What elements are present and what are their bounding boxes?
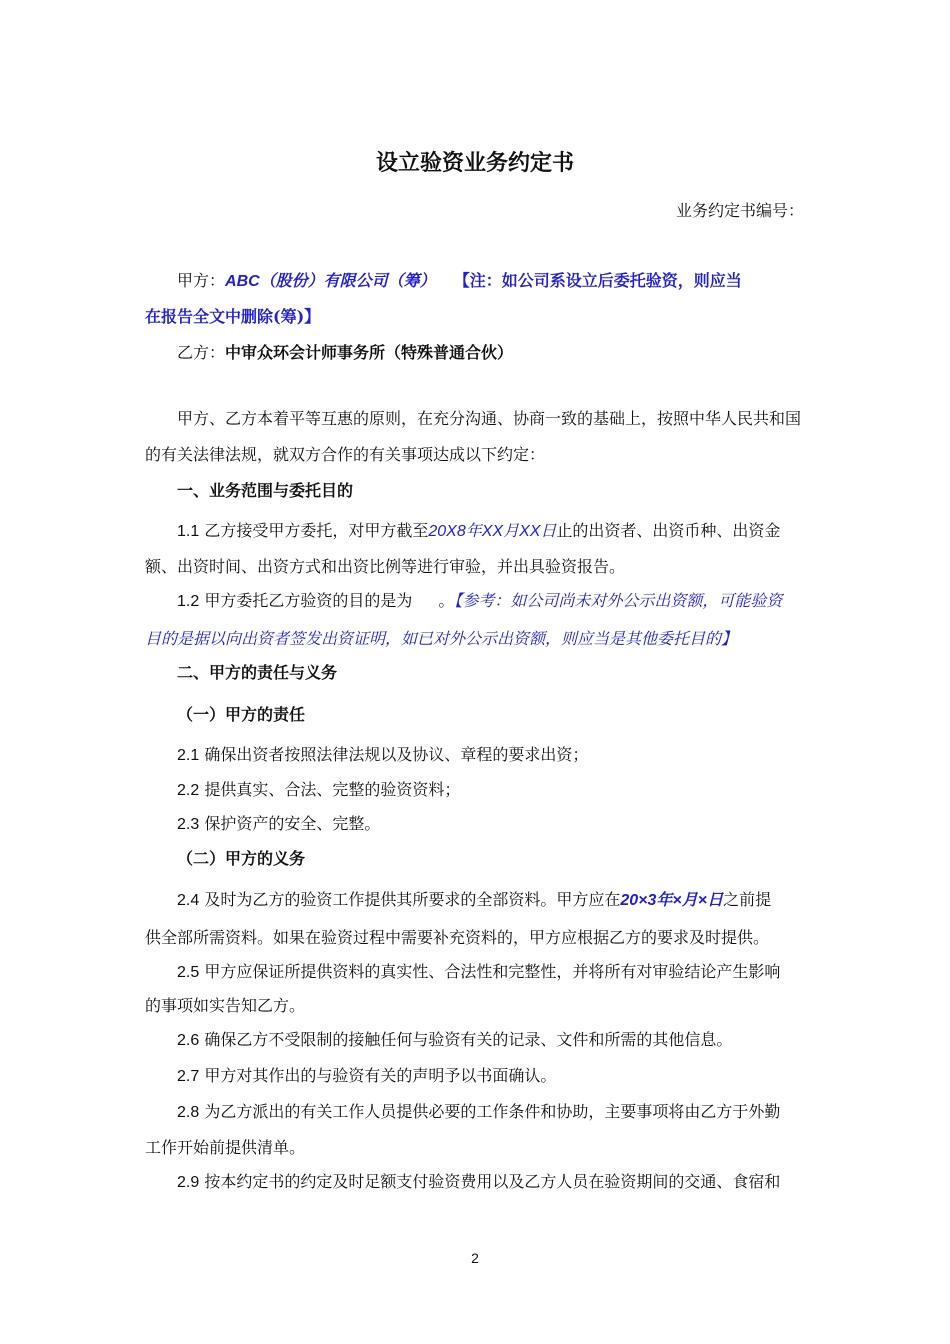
clause-2-8-line-2: 工作开始前提供清单。 [145,1138,306,1157]
deadline-date: 20×3年×月×日 [620,892,724,909]
clause-1-1 [177,521,780,542]
party-b-label: 乙方： [177,343,226,362]
clause-text: 保护资产的安全、完整。 [204,814,381,833]
party-b-line [177,343,513,363]
clause-1-1-line-2: 额、出资时间、出资方式和出资比例等进行审验，并出具验资报告。 [145,557,626,576]
clause-number: 2.7 [177,1068,200,1085]
clause-text: 为乙方派出的有关工作人员提供必要的工作条件和协助，主要事项将由乙方于外勤 [204,1102,781,1121]
clause-text-continued: 止的出资者、出资币种、出资金 [556,521,781,540]
reference-note-continued: 目的是据以向出资者签发出资证明，如已对外公示出资额，则应当是其他委托目的】 [145,629,738,648]
clause-number: 2.9 [177,1174,200,1191]
clause-text: 甲方委托乙方验资的目的是为 [204,591,413,610]
clause-number: 1.1 [177,523,200,540]
clause-2-8 [177,1102,780,1123]
subsection-responsibilities: （一）甲方的责任 [177,705,306,724]
party-a-label: 甲方： [177,271,226,290]
party-a-name: ABC（股份）有限公司（筹） [225,273,436,290]
clause-number: 2.5 [177,964,200,981]
clause-number: 2.6 [177,1032,200,1049]
document-title: 设立验资业务约定书 [375,150,574,176]
clause-2-4 [177,890,771,911]
clause-2-4-line-2: 供全部所需资料。如果在验资过程中需要补充资料的，甲方应根据乙方的要求及时提供。 [145,928,770,947]
clause-text: 乙方接受甲方委托，对甲方截至 [204,521,429,540]
party-a-note: 【注：如公司系设立后委托验资，则应当 [453,271,742,290]
clause-1-2 [177,591,782,612]
clause-2-9 [177,1172,780,1193]
clause-punctuation: 。 [438,591,455,610]
clause-2-7 [177,1066,556,1087]
clause-2-5 [177,962,780,983]
clause-2-3 [177,814,380,835]
clause-text-continued: 之前提 [723,890,772,909]
clause-2-2 [177,780,460,801]
party-a-line [177,271,742,292]
reference-note: 【参考：如公司尚未对外公示出资额，可能验资 [454,591,783,610]
section-2-heading: 二、甲方的责任与义务 [177,663,338,682]
intro-line-1: 甲方、乙方本着平等互惠的原则，在充分沟通、协商一致的基础上，按照中华人民共和国 [177,409,802,428]
clause-text: 及时为乙方的验资工作提供其所要求的全部资料。甲方应在 [204,890,621,909]
clause-text: 确保乙方不受限制的接触任何与验资有关的记录、文件和所需的其他信息。 [204,1030,733,1049]
clause-number: 2.3 [177,816,200,833]
section-1-heading: 一、业务范围与委托目的 [177,481,354,500]
clause-text: 按本约定书的约定及时足额支付验资费用以及乙方人员在验资期间的交通、食宿和 [204,1172,781,1191]
clause-text: 提供真实、合法、完整的验资资料； [204,780,461,799]
page-number: 2 [471,1250,479,1266]
clause-number: 2.2 [177,782,200,799]
party-a-note-continued: 在报告全文中删除(筹)】 [145,307,321,326]
clause-number: 2.8 [177,1104,200,1121]
clause-text: 甲方对其作出的与验资有关的声明予以书面确认。 [204,1066,557,1085]
intro-line-2: 的有关法律法规，就双方合作的有关事项达成以下约定： [145,445,546,464]
subsection-obligations: （二）甲方的义务 [177,849,306,868]
clause-2-1 [177,745,588,766]
contract-number-label: 业务约定书编号： [676,201,805,220]
clause-number: 1.2 [177,593,200,610]
party-b-name: 中审众环会计师事务所（特殊普通合伙） [225,343,514,362]
clause-2-6 [177,1030,732,1051]
clause-number: 2.4 [177,892,200,909]
deadline-date: 20X8年XX月XX日 [428,523,557,540]
clause-text: 确保出资者按照法律法规以及协议、章程的要求出资； [204,745,589,764]
clause-number: 2.1 [177,747,200,764]
clause-2-5-line-2: 的事项如实告知乙方。 [145,996,306,1015]
clause-text: 甲方应保证所提供资料的真实性、合法性和完整性，并将所有对审验结论产生影响 [204,962,781,981]
